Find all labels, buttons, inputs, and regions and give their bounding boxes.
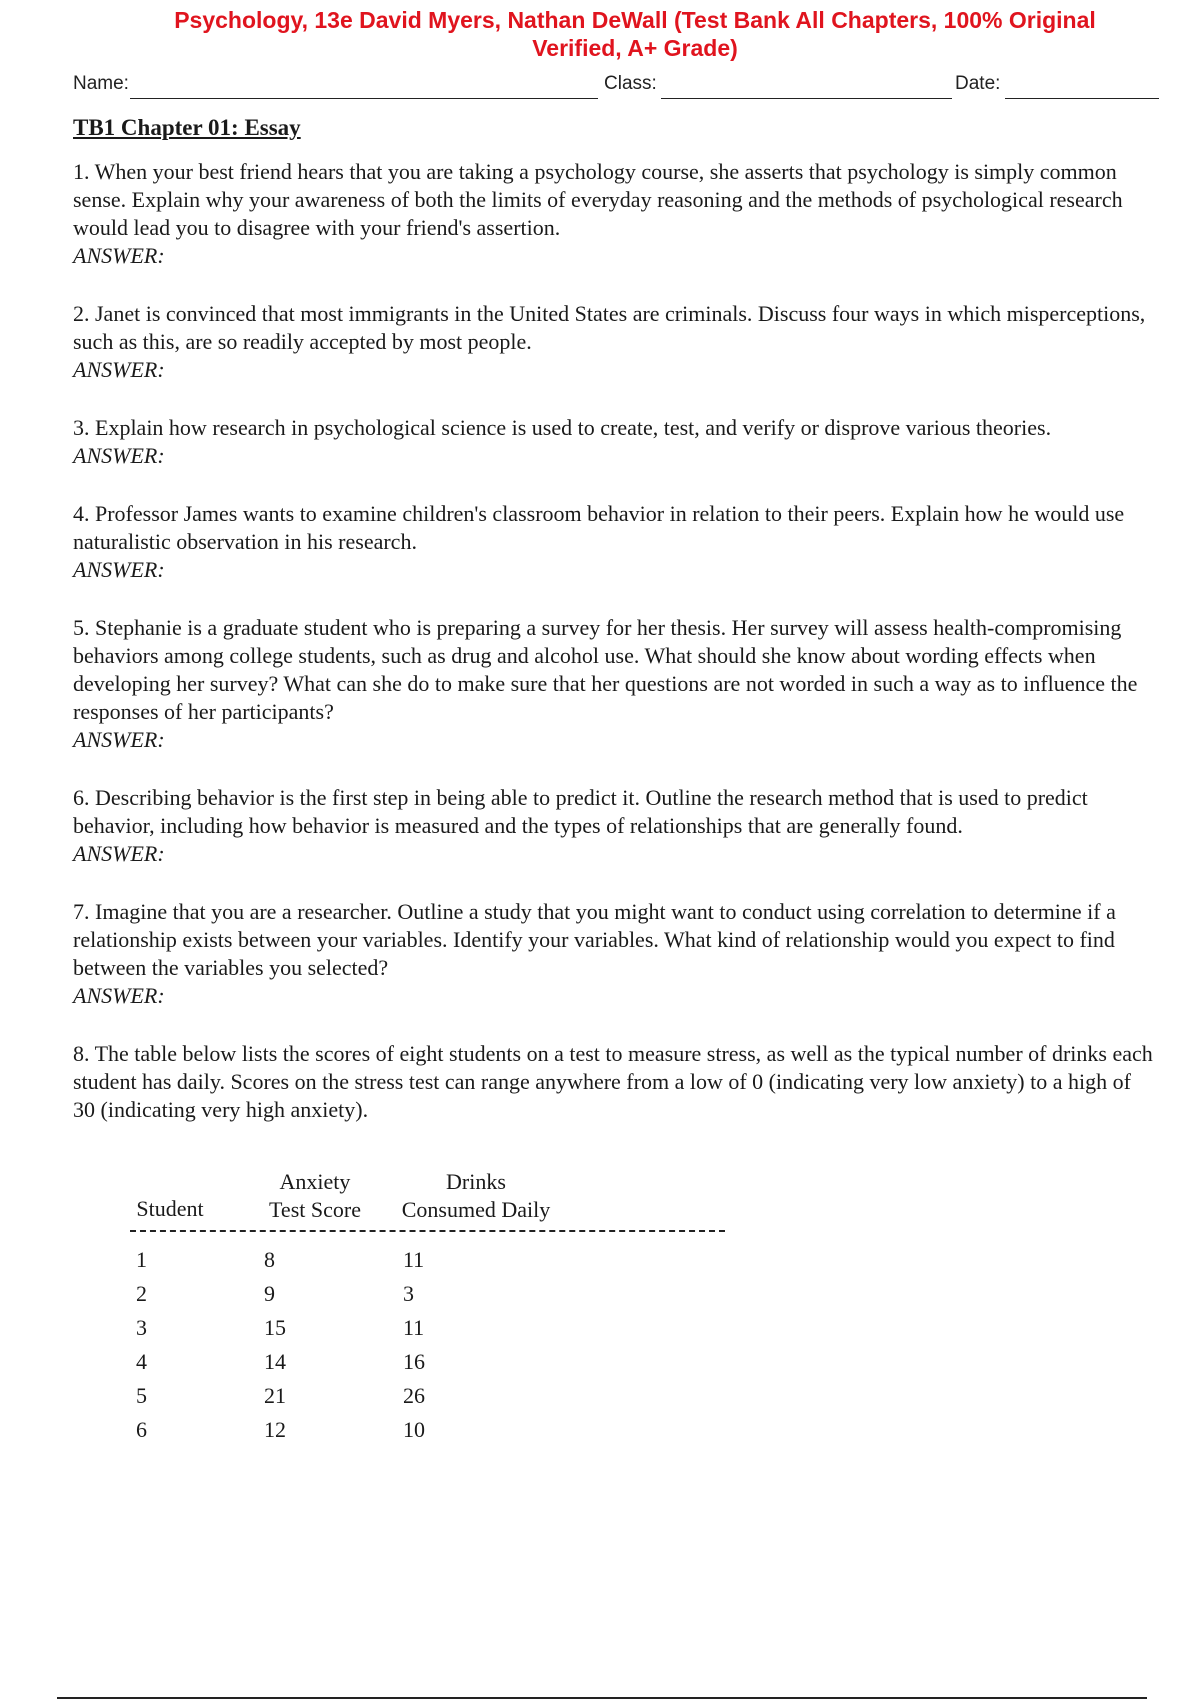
class-label: Class: bbox=[604, 73, 657, 94]
date-field-line bbox=[1005, 98, 1159, 99]
cell-student: 4 bbox=[136, 1349, 147, 1374]
date-label: Date: bbox=[955, 73, 1001, 94]
answer-label: ANSWER: bbox=[73, 727, 165, 752]
question-text: 6. Describing behavior is the first step in being able to predict it. Outline the research method that is used to predict behavior, including how behavior is measured and the types of relationships that are generally found. bbox=[73, 785, 1088, 838]
cell-student: 5 bbox=[136, 1383, 147, 1408]
cell-drinks: 11 bbox=[403, 1315, 425, 1340]
stress-drinks-table bbox=[130, 1165, 725, 1450]
question-text: 5. Stephanie is a graduate student who is preparing a survey for her thesis. Her survey will assess health-compromising behaviors among college students, such as drug and alcohol use. What should she know about wording effects when developing her survey? What can she do to make sure that her questions are not worded in such a way as to influence the responses of her participants? bbox=[73, 615, 1138, 724]
question-text: 4. Professor James wants to examine children's classroom behavior in relation to their peers. Explain how he would use naturalistic observation in his research. bbox=[73, 501, 1125, 554]
answer-label: ANSWER: bbox=[73, 443, 165, 468]
cell-student: 2 bbox=[136, 1281, 147, 1306]
answer-label: ANSWER: bbox=[73, 841, 165, 866]
column-header-anxiety-line2: Test Score bbox=[269, 1197, 361, 1222]
cell-drinks: 3 bbox=[403, 1281, 414, 1306]
column-header-anxiety bbox=[255, 1168, 375, 1224]
document-banner-title bbox=[140, 6, 1130, 62]
cell-anxiety-score: 8 bbox=[264, 1247, 275, 1272]
table-row bbox=[130, 1416, 725, 1450]
question-text: 2. Janet is convinced that most immigrants in the United States are criminals. Discuss four ways in which misperceptions, such as this, are so readily accepted by most people. bbox=[73, 301, 1146, 354]
table-row bbox=[130, 1314, 725, 1348]
cell-drinks: 11 bbox=[403, 1247, 425, 1272]
question-8 bbox=[73, 1040, 1153, 1124]
question-text: 1. When your best friend hears that you are taking a psychology course, she asserts that psychology is simply common sense. Explain why your awareness of both the limits of everyday reasoning and the methods of psychological research would lead you to disagree with your friend's assertion. bbox=[73, 159, 1123, 240]
name-field-line bbox=[130, 98, 598, 99]
column-header-anxiety-line1: Anxiety bbox=[279, 1169, 351, 1194]
question-7 bbox=[73, 898, 1153, 1010]
question-text: 7. Imagine that you are a researcher. Outline a study that you might want to conduct using correlation to determine if a relationship exists between your variables. Identify your variables. What kind of relationship would you expect to find between the variables you selected? bbox=[73, 899, 1116, 980]
cell-anxiety-score: 12 bbox=[264, 1417, 286, 1442]
column-header-drinks bbox=[392, 1168, 560, 1224]
cell-anxiety-score: 15 bbox=[264, 1315, 286, 1340]
banner-line-2: Verified, A+ Grade) bbox=[532, 35, 738, 61]
chapter-title: TB1 Chapter 01: Essay bbox=[73, 115, 301, 140]
table-row bbox=[130, 1348, 725, 1382]
cell-anxiety-score: 9 bbox=[264, 1281, 275, 1306]
column-header-drinks-line2: Consumed Daily bbox=[401, 1197, 551, 1222]
question-3 bbox=[73, 414, 1153, 470]
question-2 bbox=[73, 300, 1153, 384]
cell-anxiety-score: 14 bbox=[264, 1349, 286, 1374]
answer-label: ANSWER: bbox=[73, 557, 165, 582]
class-field-line bbox=[661, 98, 952, 99]
table-row bbox=[130, 1382, 725, 1416]
cell-student: 1 bbox=[136, 1247, 147, 1272]
table-row bbox=[130, 1280, 725, 1314]
page-bottom-rule bbox=[57, 1697, 1147, 1699]
cell-student: 3 bbox=[136, 1315, 147, 1340]
cell-anxiety-score: 21 bbox=[264, 1383, 286, 1408]
table-header bbox=[130, 1165, 725, 1230]
question-text: 3. Explain how research in psychological science is used to create, test, and verify or disprove various theories. bbox=[73, 415, 1052, 440]
question-6 bbox=[73, 784, 1153, 868]
answer-label: ANSWER: bbox=[73, 983, 165, 1008]
cell-drinks: 26 bbox=[403, 1383, 425, 1408]
document-body bbox=[73, 114, 1153, 1154]
column-header-student: Student bbox=[136, 1196, 204, 1221]
column-header-drinks-line1: Drinks bbox=[446, 1169, 506, 1194]
banner-line-1: Psychology, 13e David Myers, Nathan DeWall (Test Bank All Chapters, 100% Original bbox=[174, 7, 1096, 33]
question-text: 8. The table below lists the scores of eight students on a test to measure stress, as well as the typical number of drinks each student has daily. Scores on the stress test can range anywhere from a low of 0 (indicating very low anxiety) to a high of 30 (indicating very high anxiety). bbox=[73, 1041, 1153, 1122]
question-1 bbox=[73, 158, 1153, 270]
cell-drinks: 10 bbox=[403, 1417, 425, 1442]
answer-label: ANSWER: bbox=[73, 357, 165, 382]
cell-drinks: 16 bbox=[403, 1349, 425, 1374]
answer-label: ANSWER: bbox=[73, 243, 165, 268]
table-row bbox=[130, 1246, 725, 1280]
cell-student: 6 bbox=[136, 1417, 147, 1442]
question-5 bbox=[73, 614, 1153, 754]
name-label: Name: bbox=[73, 73, 129, 94]
question-4 bbox=[73, 500, 1153, 584]
